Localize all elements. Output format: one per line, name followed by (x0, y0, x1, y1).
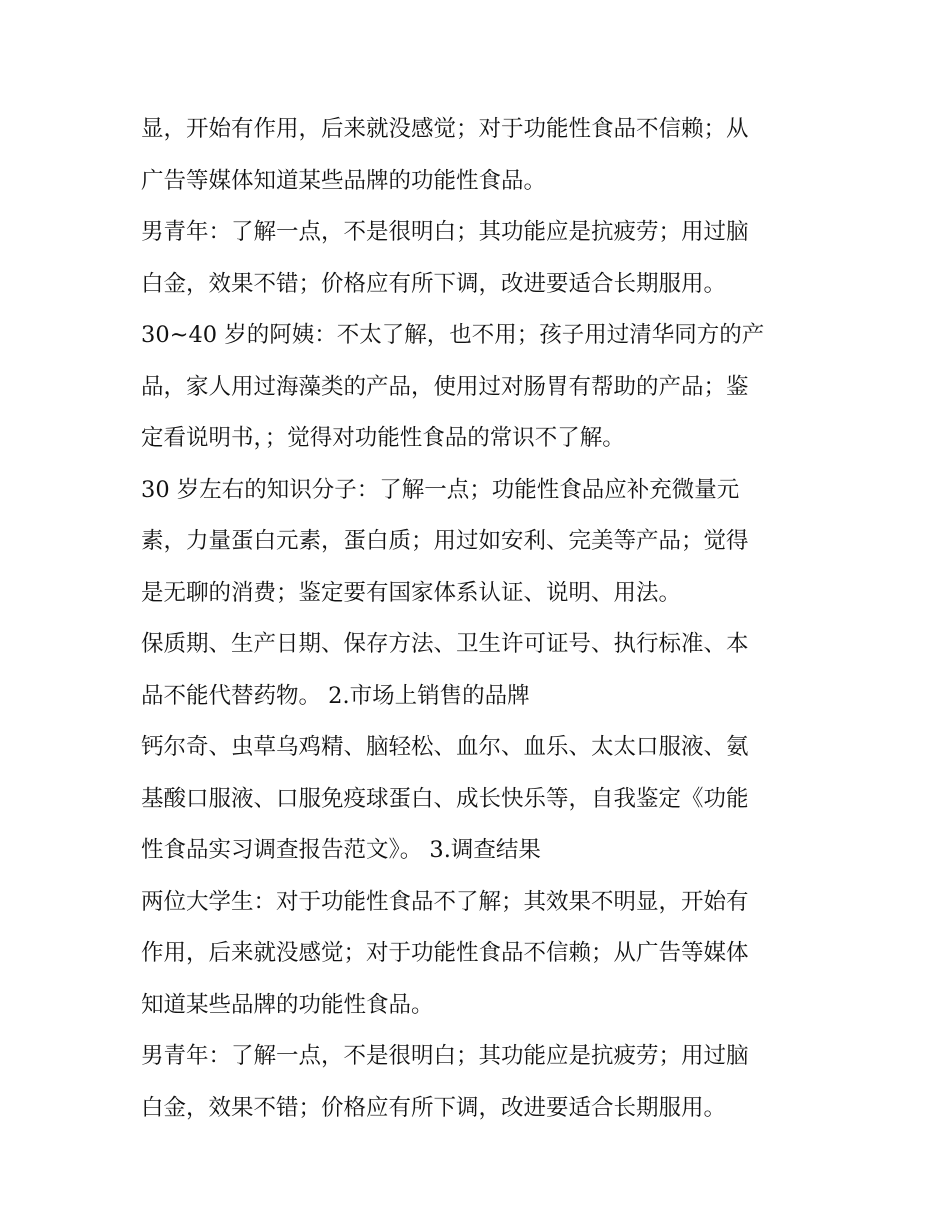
text-line: 是无聊的消费；鉴定要有国家体系认证、说明、用法。 (141, 579, 682, 606)
text-line: 男青年：了解一点，不是很明白；其功能应是抗疲劳；用过脑 (141, 1043, 749, 1069)
text-line: 钙尔奇、虫草乌鸡精、脑轻松、血尔、血乐、太太口服液、氨 (141, 734, 749, 760)
text-line: 定看说明书，；觉得对功能性食品的常识不了解。 (141, 425, 625, 451)
text-line: 30 岁左右的知识分子：了解一点；功能性食品应补充微量元 (141, 476, 740, 503)
text-line: 品不能代替药物。 2.市场上销售的品牌 (141, 682, 530, 709)
paragraph-aunt (141, 310, 821, 465)
paragraph-students-continued (141, 104, 821, 207)
paragraph-young-man-repeat (141, 1031, 821, 1134)
paragraph-intellectual (141, 465, 821, 620)
text-line: 白金，效果不错；价格应有所下调，改进要适合长期服用。 (141, 270, 727, 297)
text-line: 品，家人用过海藻类的产品，使用过对肠胃有帮助的产品；鉴 (141, 373, 749, 400)
text-line: 知道某些品牌的功能性食品。 (141, 991, 434, 1018)
text-line: 显，开始有作用，后来就没感觉；对于功能性食品不信赖；从 (141, 116, 749, 142)
text-line: 素，力量蛋白元素，蛋白质；用过如安利、完美等产品；觉得 (141, 528, 749, 554)
text-line: 30~40 岁的阿姨：不太了解，也不用；孩子用过清华同方的产 (141, 322, 765, 348)
paragraph-students (141, 877, 821, 1032)
text-line: 作用，后来就没感觉；对于功能性食品不信赖；从广告等媒体 (141, 940, 749, 966)
text-line: 性食品实习调查报告范文》。 3.调查结果 (141, 837, 541, 863)
document-body (141, 104, 821, 1134)
text-line: 男青年：了解一点，不是很明白；其功能应是抗疲劳；用过脑 (141, 219, 749, 245)
paragraph-young-man (141, 207, 821, 310)
paragraph-brand-list (141, 722, 821, 877)
text-line: 白金，效果不错；价格应有所下调，改进要适合长期服用。 (141, 1094, 727, 1121)
text-line: 两位大学生：对于功能性食品不了解；其效果不明显，开始有 (141, 888, 749, 915)
text-line: 基酸口服液、口服免疫球蛋白、成长快乐等，自我鉴定《功能 (141, 785, 749, 812)
text-line: 保质期、生产日期、保存方法、卫生许可证号、执行标准、本 (141, 631, 749, 657)
paragraph-label-brands (141, 619, 821, 722)
text-line: 广告等媒体知道某些品牌的功能性食品。 (141, 167, 547, 194)
